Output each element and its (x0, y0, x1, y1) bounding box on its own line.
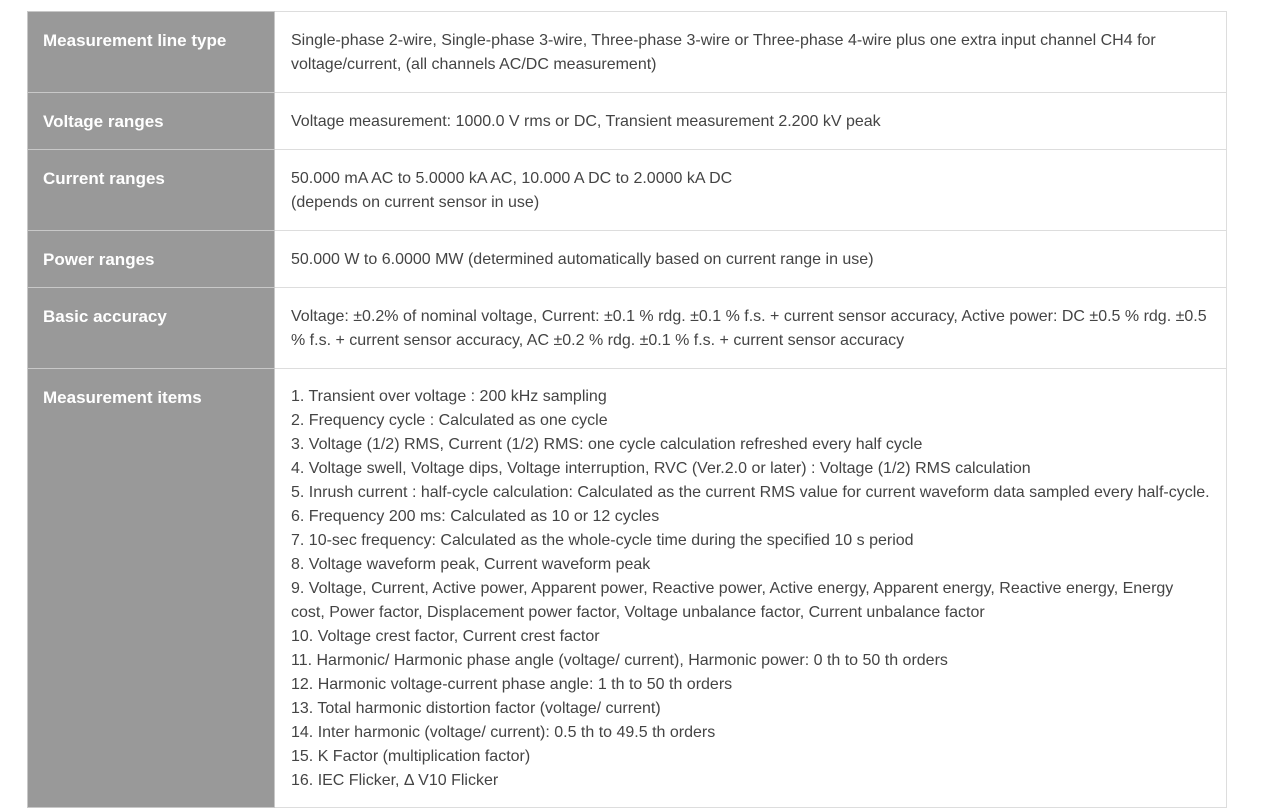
spec-row-measurement-line-type (28, 12, 1227, 93)
spec-row-current-ranges (28, 150, 1227, 231)
spec-row-basic-accuracy (28, 288, 1227, 369)
row-value (275, 150, 1227, 231)
row-value (275, 288, 1227, 369)
row-value (275, 369, 1227, 808)
row-value (275, 93, 1227, 150)
list-item: 13. Total harmonic distortion factor (voltage/ current) (291, 700, 661, 717)
value-line: 50.000 mA AC to 5.0000 kA AC, 10.000 A DC to 2.0000 kA DC (291, 170, 733, 187)
list-item: 11. Harmonic/ Harmonic phase angle (voltage/ current), Harmonic power: 0 th to 50 th orders (291, 652, 948, 669)
list-item: 9. Voltage, Current, Active power, Apparent power, Reactive power, Active energy, Apparent energy, Reactive energy, Energy cost, Power factor, Displacement power factor, Voltage unbalance factor, Current unbalance factor (291, 580, 1174, 621)
value-line: (depends on current sensor in use) (291, 194, 540, 211)
row-value (275, 12, 1227, 93)
value-line: Voltage: ±0.2% of nominal voltage, Current: ±0.1 % rdg. ±0.1 % f.s. + current sensor accuracy, Active power: DC ±0.5 % rdg. ±0.5 % f.s. + current sensor accuracy, AC ±0.2 % rdg. ±0.1 % f.s. + current sensor accuracy (291, 308, 1207, 349)
list-item: 1. Transient over voltage : 200 kHz sampling (291, 388, 607, 405)
row-value (275, 231, 1227, 288)
list-item: 14. Inter harmonic (voltage/ current): 0.5 th to 49.5 th orders (291, 724, 716, 741)
value-line: Single-phase 2-wire, Single-phase 3-wire, Three-phase 3-wire or Three-phase 4-wire plus one extra input channel CH4 for voltage/current, (all channels AC/DC measurement) (291, 32, 1156, 73)
list-item: 2. Frequency cycle : Calculated as one cycle (291, 412, 608, 429)
list-item: 12. Harmonic voltage-current phase angle: 1 th to 50 th orders (291, 676, 733, 693)
list-item: 7. 10-sec frequency: Calculated as the whole-cycle time during the specified 10 s period (291, 532, 914, 549)
spec-row-power-ranges (28, 231, 1227, 288)
value-line: Voltage measurement: 1000.0 V rms or DC, Transient measurement 2.200 kV peak (291, 113, 881, 130)
row-label: Measurement line type (28, 12, 275, 93)
spec-row-measurement-items (28, 369, 1227, 808)
list-item: 6. Frequency 200 ms: Calculated as 10 or 12 cycles (291, 508, 660, 525)
row-label: Basic accuracy (28, 288, 275, 369)
value-line: 50.000 W to 6.0000 MW (determined automatically based on current range in use) (291, 251, 874, 268)
row-label: Current ranges (28, 150, 275, 231)
list-item: 3. Voltage (1/2) RMS, Current (1/2) RMS: one cycle calculation refreshed every half cycle (291, 436, 923, 453)
list-item: 10. Voltage crest factor, Current crest factor (291, 628, 600, 645)
list-item: 5. Inrush current : half-cycle calculation: Calculated as the current RMS value for current waveform data sampled every half-cycle. (291, 484, 1210, 501)
row-label: Voltage ranges (28, 93, 275, 150)
list-item: 4. Voltage swell, Voltage dips, Voltage interruption, RVC (Ver.2.0 or later) : Voltage (1/2) RMS calculation (291, 460, 1031, 477)
spec-table (27, 11, 1227, 808)
row-label: Power ranges (28, 231, 275, 288)
spec-row-voltage-ranges (28, 93, 1227, 150)
list-item: 15. K Factor (multiplication factor) (291, 748, 531, 765)
row-label: Measurement items (28, 369, 275, 808)
list-item: 16. IEC Flicker, Δ V10 Flicker (291, 772, 499, 789)
list-item: 8. Voltage waveform peak, Current waveform peak (291, 556, 651, 573)
